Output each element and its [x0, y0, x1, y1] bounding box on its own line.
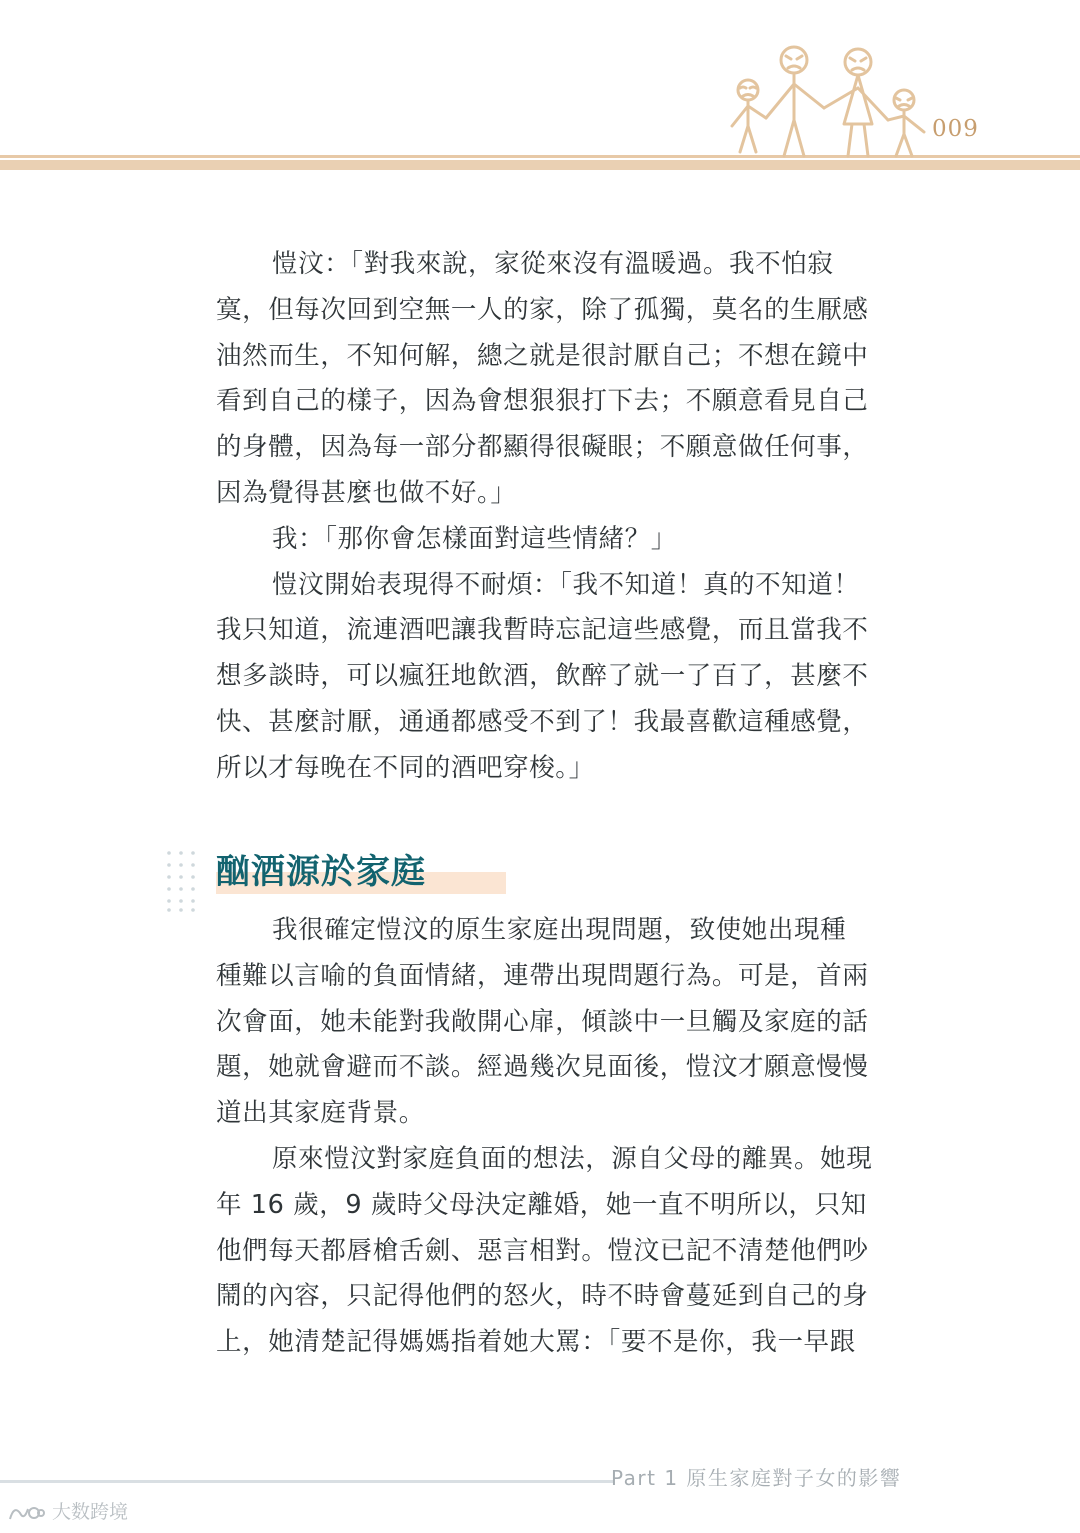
text-line: 鬧的內容，只記得他們的怒火，時不時會蔓延到自己的身 [216, 1281, 869, 1312]
watermark-text: 大数跨境 [52, 1501, 129, 1523]
text-line: 次會面，她未能對我敞開心扉，傾談中一旦觸及家庭的話 [216, 1006, 869, 1037]
header-rule-thick [0, 160, 1080, 170]
text-line: 所以才每晚在不同的酒吧穿梭。」 [216, 752, 595, 783]
section-heading [216, 842, 516, 902]
text-line: 愷汶：「對我來說，家從來沒有溫暖過。我不怕寂 [272, 249, 834, 279]
paragraph [216, 563, 906, 792]
footer-rule [0, 1480, 614, 1483]
paragraph [216, 517, 906, 563]
text-line: 油然而生，不知何解，總之就是很討厭自己；不想在鏡中 [216, 340, 869, 371]
text-line: 年 16 歲，9 歲時父母決定離婚，她一直不明所以，只知 [216, 1189, 867, 1220]
text-line: 我只知道，流連酒吧讓我暫時忘記這些感覺，而且當我不 [216, 615, 869, 646]
text-line: 快、甚麼討厭，通通都感受不到了！我最喜歡這種感覺， [216, 706, 869, 737]
paragraph [216, 908, 906, 1137]
text-line: 道出其家庭背景。 [216, 1098, 425, 1129]
text-line: 原來愷汶對家庭負面的想法，源自父母的離異。她現 [272, 1143, 873, 1174]
text-line: 他們每天都唇槍舌劍、惡言相對。愷汶已記不清楚他們吵 [216, 1235, 869, 1266]
paragraph [216, 1137, 906, 1366]
decorative-dot-grid [166, 850, 198, 912]
page-number: 009 [932, 116, 979, 142]
section-title: 酗酒源於家庭 [216, 852, 426, 892]
text-line: 的身體，因為每一部分都顯得很礙眼；不願意做任何事， [216, 432, 869, 463]
text-line: 我很確定愷汶的原生家庭出現問題，致使她出現種 [272, 915, 847, 945]
text-line: 我：「那你會怎樣面對這些情緒？」 [272, 523, 677, 554]
family-figures-icon [718, 38, 934, 158]
brand-logo-icon [6, 1501, 46, 1525]
text-line: 愷汶開始表現得不耐煩：「我不知道！真的不知道！ [272, 569, 860, 600]
paragraph [216, 242, 906, 517]
text-line: 想多談時，可以瘋狂地飲酒，飲醉了就一了百了，甚麼不 [216, 661, 869, 692]
dialogue-section [216, 242, 906, 792]
text-line: 上，她清楚記得媽媽指着她大罵：「要不是你，我一早跟 [216, 1327, 856, 1358]
text-line: 看到自己的樣子，因為會想狠狠打下去；不願意看見自己 [216, 386, 869, 417]
text-line: 寞，但每次回到空無一人的家，除了孤獨，莫名的生厭感 [216, 294, 869, 325]
running-title: Part 1 原生家庭對子女的影響 [611, 1466, 902, 1490]
text-line: 因為覺得甚麼也做不好。」 [216, 477, 517, 508]
narrative-section [216, 908, 906, 1366]
watermark [6, 1497, 128, 1525]
text-line: 題，她就會避而不談。經過幾次見面後，愷汶才願意慢慢 [216, 1052, 869, 1083]
text-line: 種難以言喻的負面情緒，連帶出現問題行為。可是，首兩 [216, 960, 869, 991]
